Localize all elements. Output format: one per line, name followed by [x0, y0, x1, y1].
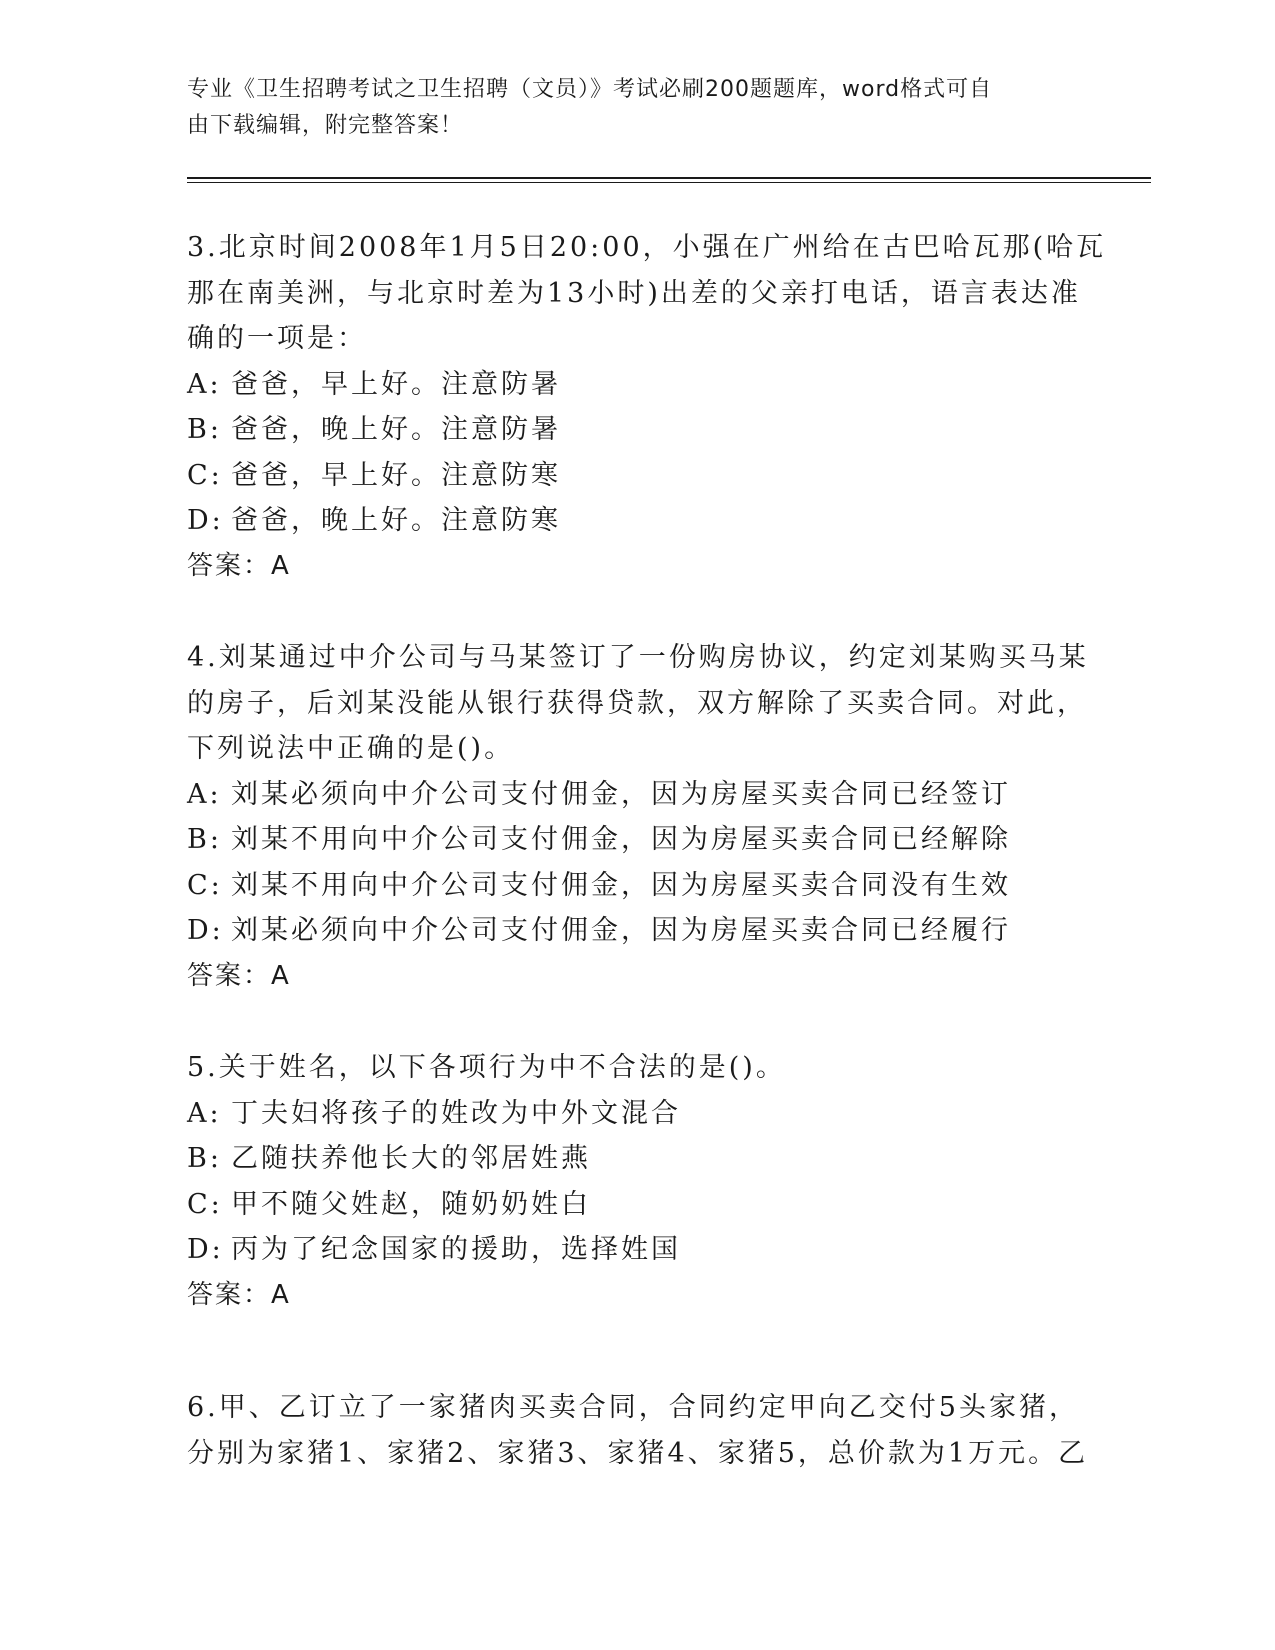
- option-b: [187, 1136, 1087, 1182]
- option-text: 爸爸，晚上好。注意防暑: [231, 414, 561, 445]
- question-stem-line: 下列说法中正确的是()。: [187, 733, 515, 764]
- document-header: [187, 72, 1087, 144]
- option-label: B:: [187, 414, 222, 445]
- question-4: [187, 635, 1087, 999]
- option-label: D:: [187, 915, 224, 946]
- option-label: B:: [187, 824, 222, 855]
- option-text: 丁夫妇将孩子的姓改为中外文混合: [231, 1097, 681, 1129]
- question-stem-line: 确的一项是：: [187, 323, 367, 354]
- option-c: [187, 453, 1087, 499]
- question-stem-line: 那在南美洲，与北京时差为13小时)出差的父亲打电话，语言表达准: [187, 277, 1081, 309]
- option-label: C:: [187, 459, 223, 491]
- option-text: 刘某不用向中介公司支付佣金，因为房屋买卖合同没有生效: [231, 869, 1011, 901]
- question-5: [187, 1045, 1087, 1318]
- option-text: 刘某必须向中介公司支付佣金，因为房屋买卖合同已经履行: [231, 915, 1011, 946]
- option-label: D:: [187, 1234, 224, 1265]
- answer-text: 答案：A: [187, 1279, 291, 1310]
- question-stem-line: 的房子，后刘某没能从银行获得贷款，双方解除了买卖合同。对此，: [187, 687, 1087, 719]
- option-text: 乙随扶养他长大的邻居姓燕: [231, 1143, 591, 1174]
- option-d: [187, 498, 1087, 544]
- question-3: [187, 225, 1107, 589]
- question-stem-line: 6.甲、乙订立了一家猪肉买卖合同，合同约定甲向乙交付5头家猪，: [187, 1392, 1079, 1423]
- question-6: [187, 1385, 1087, 1476]
- option-d: [187, 908, 1087, 954]
- option-a: [187, 772, 1087, 818]
- header-divider-thin: [187, 182, 1151, 183]
- option-c: [187, 1182, 1087, 1228]
- option-text: 甲不随父姓赵，随奶奶姓白: [231, 1188, 591, 1220]
- option-label: A:: [187, 1097, 222, 1129]
- option-label: A:: [187, 778, 222, 810]
- option-label: C:: [187, 1188, 223, 1220]
- option-text: 爸爸，晚上好。注意防寒: [231, 505, 561, 536]
- option-label: B:: [187, 1143, 222, 1174]
- option-label: D:: [187, 505, 224, 536]
- header-line-1: 专业《卫生招聘考试之卫生招聘（文员）》考试必刷200题题库，word格式可自: [187, 77, 993, 102]
- option-c: [187, 863, 1087, 909]
- option-b: [187, 407, 1087, 453]
- answer-text: 答案：A: [187, 550, 291, 581]
- option-d: [187, 1227, 1087, 1273]
- option-a: [187, 1091, 1087, 1137]
- header-line-2: 由下载编辑，附完整答案！: [187, 113, 464, 138]
- option-label: A:: [187, 368, 222, 400]
- option-text: 爸爸，早上好。注意防暑: [231, 368, 561, 400]
- option-b: [187, 817, 1087, 863]
- option-text: 刘某不用向中介公司支付佣金，因为房屋买卖合同已经解除: [231, 824, 1011, 855]
- option-label: C:: [187, 869, 223, 901]
- option-text: 爸爸，早上好。注意防寒: [231, 459, 561, 491]
- question-stem-line: 4.刘某通过中介公司与马某签订了一份购房协议，约定刘某购买马某: [187, 642, 1089, 673]
- header-divider-thick: [187, 177, 1151, 179]
- answer-text: 答案：A: [187, 960, 291, 991]
- question-stem-line: 分别为家猪1、家猪2、家猪3、家猪4、家猪5，总价款为1万元。乙: [187, 1437, 1089, 1469]
- option-text: 丙为了纪念国家的援助，选择姓国: [231, 1234, 681, 1265]
- option-text: 刘某必须向中介公司支付佣金，因为房屋买卖合同已经签订: [231, 778, 1011, 810]
- question-stem-line: 3.北京时间2008年1月5日20:00，小强在广州给在古巴哈瓦那(哈瓦: [187, 232, 1107, 263]
- option-a: [187, 362, 1087, 408]
- question-stem-line: 5.关于姓名，以下各项行为中不合法的是()。: [187, 1052, 786, 1083]
